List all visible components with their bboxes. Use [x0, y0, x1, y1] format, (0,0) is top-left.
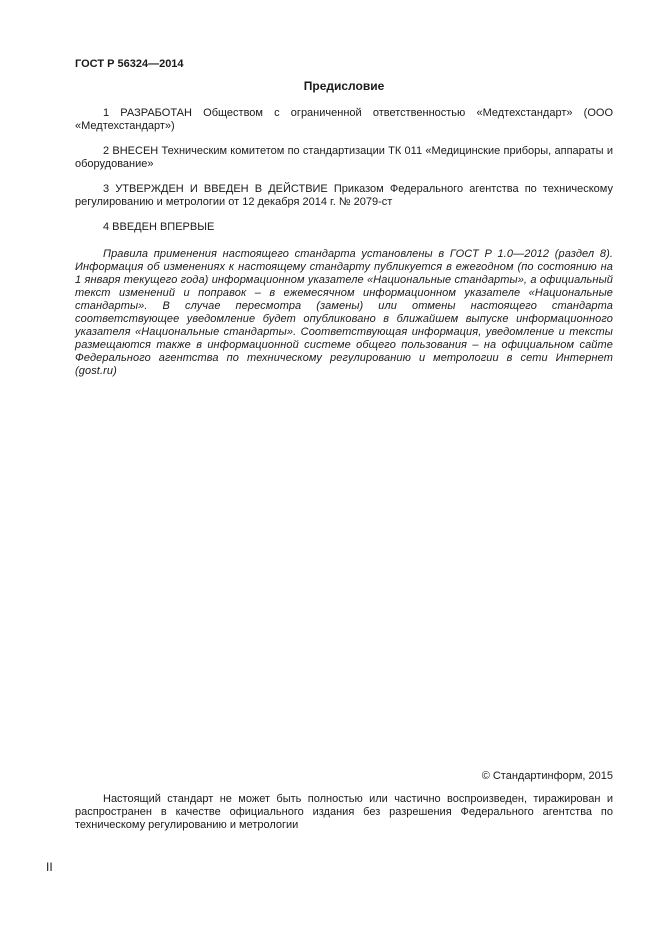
copyright-line: © Стандартинформ, 2015 — [481, 770, 613, 782]
foreword-item-4: 4 ВВЕДЕН ВПЕРВЫЕ — [103, 221, 215, 233]
doc-number: ГОСТ Р 56324—2014 — [75, 58, 184, 70]
foreword-item-3: 3 УТВЕРЖДЕН И ВВЕДЕН В ДЕЙСТВИЕ Приказом Федерального агентства по техническому регулированию и метрологии от 12 декабря 2014 г. № 2079-ст — [75, 183, 613, 208]
page-title: Предисловие — [303, 79, 385, 93]
footer-note: Настоящий стандарт не может быть полностью или частично воспроизведен, тиражирован и распространен в качестве официального издания без разрешения Федерального агентства по техническому регулированию и метрологии — [75, 793, 613, 831]
foreword-item-1: 1 РАЗРАБОТАН Обществом с ограниченной ответственностью «Медтехстандарт» (ООО «Медтехстандарт») — [75, 107, 613, 132]
document-content — [75, 58, 613, 390]
page-number: II — [46, 860, 53, 874]
foreword-item-2: 2 ВНЕСЕН Техническим комитетом по стандартизации ТК 011 «Медицинские приборы, аппараты и оборудование» — [75, 145, 613, 170]
rules-paragraph: Правила применения настоящего стандарта установлены в ГОСТ Р 1.0—2012 (раздел 8). Информация об изменениях к настоящему стандарту публикуется в ежегодном (по состоянию на 1 января текущего года) информационном указателе «Национальные стандарты», а официальный текст изменений и поправок – в ежемесячном информационном указателе «Национальные стандарты». В случае пересмотра (замены) или отмены настоящего стандарта соответствующее уведомление будет опубликовано в ближайшем выпуске информационного указателя «Национальные стандарты». Соответствующая информация, уведомление и тексты размещаются также в информационной системе общего пользования – на официальном сайте Федерального агентства по техническому регулированию и метрологии в сети Интернет (gost.ru) — [75, 248, 613, 377]
